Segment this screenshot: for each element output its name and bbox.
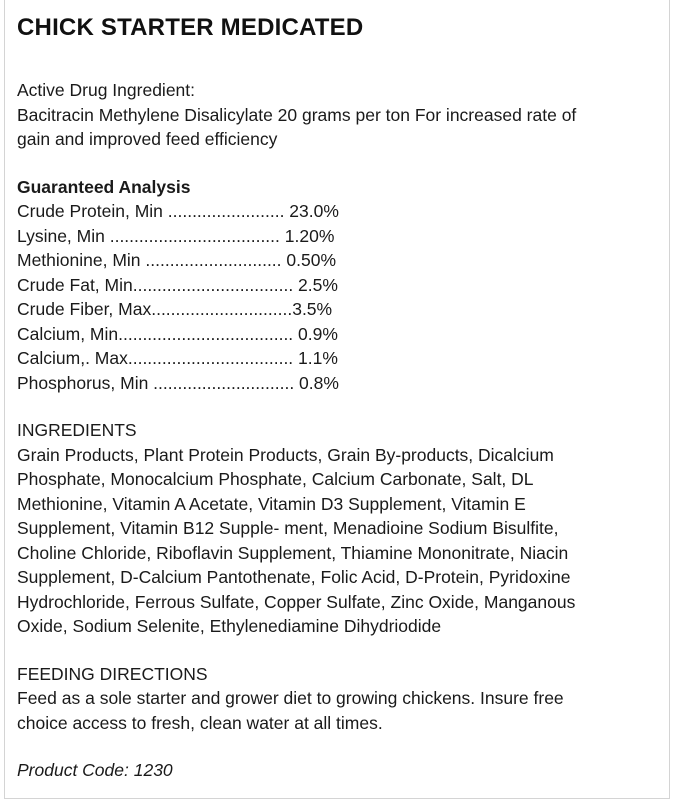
- analysis-row-methionine: Methionine, Min ............................ 0.50%: [17, 250, 337, 270]
- analysis-row-lysine: Lysine, Min ................................... 1.20%: [17, 225, 335, 246]
- analysis-row-crude-fiber: Crude Fiber, Max.............................3.5%: [17, 299, 333, 319]
- product-code: Product Code: 1230: [17, 760, 173, 780]
- ingredients-heading: INGREDIENTS: [17, 420, 137, 440]
- guaranteed-analysis-heading: Guaranteed Analysis: [17, 176, 191, 197]
- ingredients-section: [17, 418, 669, 639]
- analysis-row-calcium-max: Calcium,. Max.................................. 1.1%: [17, 348, 338, 368]
- active-drug-heading: Active Drug Ingredient:: [17, 80, 196, 100]
- feeding-directions-text: Feed as a sole starter and grower diet to growing chickens. Insure free choice access to fresh, clean water at all times.: [17, 688, 564, 733]
- analysis-row-crude-protein: Crude Protein, Min ........................ 23.0%: [17, 201, 339, 221]
- feed-label: [4, 0, 670, 799]
- guaranteed-analysis-section: [17, 175, 669, 396]
- ingredients-text: Grain Products, Plant Protein Products, Grain By-products, Dicalcium Phosphate, Monocalcium Phosphate, Calcium Carbonate, Salt, DL Methionine, Vitamin A Acetate, Vitamin D3 Supplement, Vitamin E Supplement, Vitamin B12 Supple- ment, Menadioine Sodium Bisulfite, Choline Chloride, Riboflavin Supplement, Thiamine Mononitrate, Niacin Supplement, D-Calcium Pantothenate, Folic Acid, D-Protein, Pyridoxine Hydrochloride, Ferrous Sulfate, Copper Sulfate, Zinc Oxide, Manganous Oxide, Sodium Selenite, Ethylenediamine Dihydriodide: [17, 444, 576, 636]
- active-drug-text: Bacitracin Methylene Disalicylate 20 grams per ton For increased rate of gain and improved feed efficiency: [17, 104, 577, 149]
- analysis-row-calcium-min: Calcium, Min.................................... 0.9%: [17, 323, 338, 344]
- analysis-row-phosphorus: Phosphorus, Min ............................. 0.8%: [17, 372, 339, 393]
- feeding-directions-heading: FEEDING DIRECTIONS: [17, 663, 208, 684]
- feeding-directions-section: [17, 662, 669, 736]
- product-title: CHICK STARTER MEDICATED: [17, 14, 364, 41]
- active-drug-section: [17, 78, 669, 152]
- analysis-row-crude-fat: Crude Fat, Min................................. 2.5%: [17, 274, 338, 295]
